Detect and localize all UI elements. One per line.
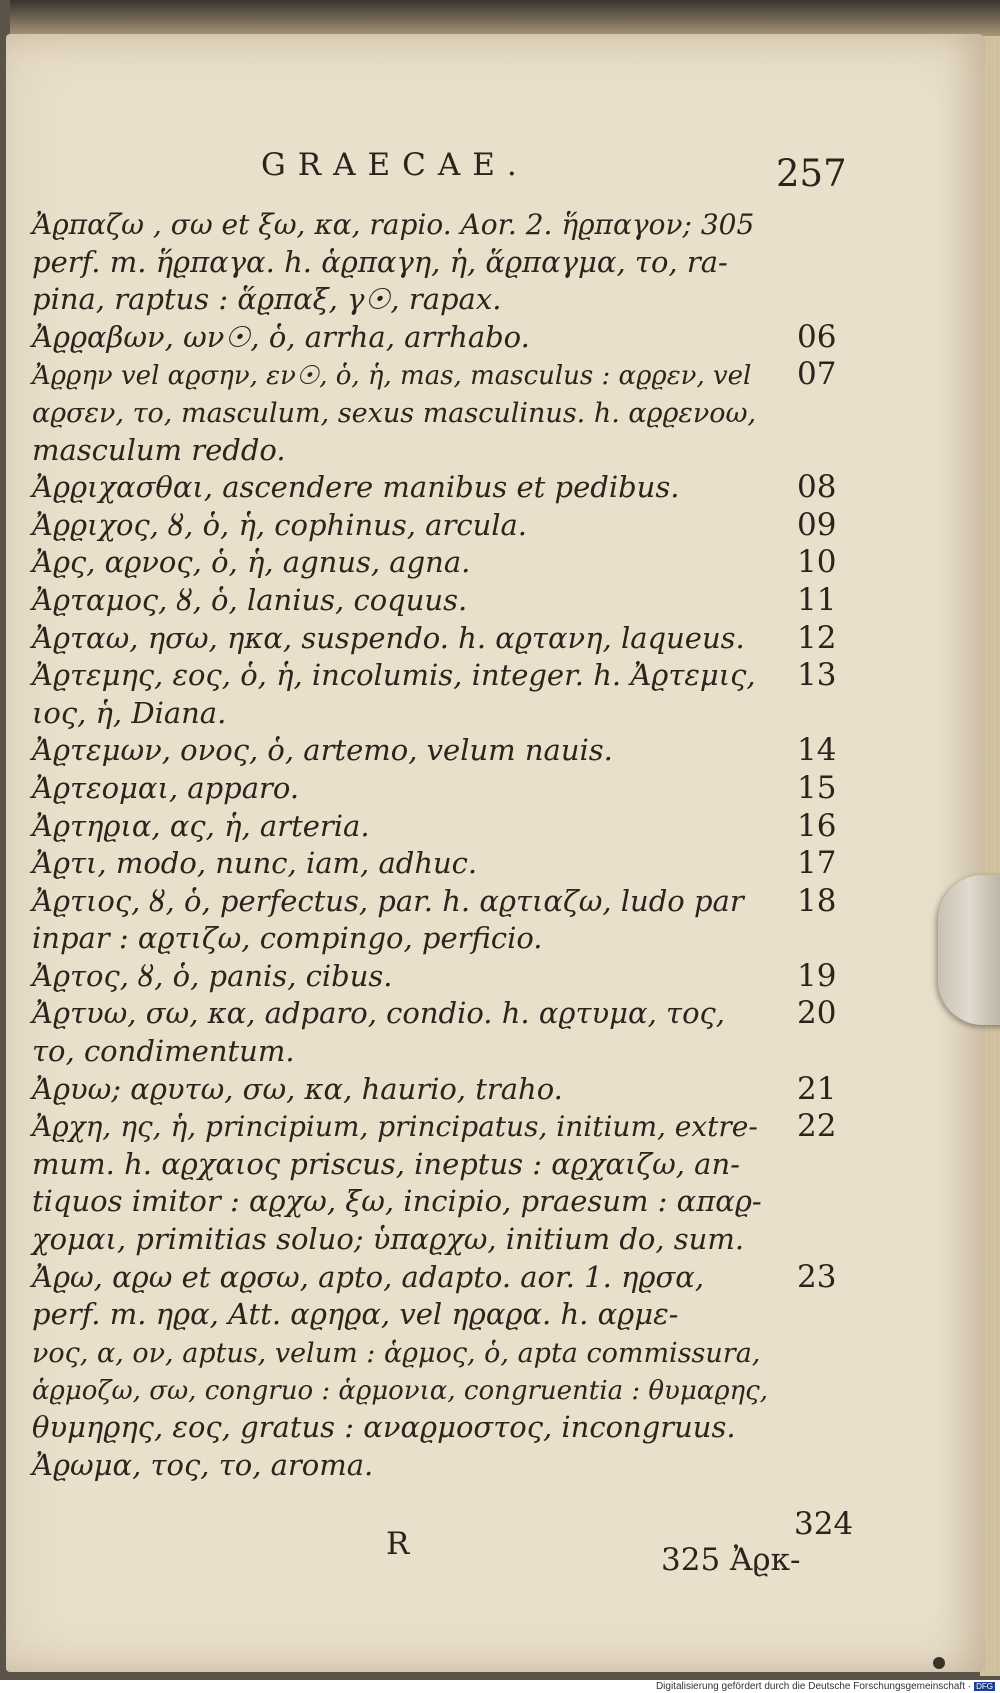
dictionary-line [32, 582, 847, 620]
entry-text: θυμηϱης, εος, gratus : αναϱμοστος, incongruus. [32, 1410, 736, 1444]
entry-text: Ἀϱτηϱια, ας, ἡ, arteria. [32, 808, 370, 843]
line-number: 15 [797, 769, 837, 806]
dictionary-line [32, 507, 847, 545]
line-number: 08 [797, 469, 837, 506]
line-number: 06 [797, 318, 837, 355]
entry-text: Ἀϱϱιχος, ȣ, ὁ, ἡ, cophinus, arcula. [32, 507, 528, 542]
entry-text: το, condimentum. [32, 1034, 295, 1069]
entry-text: Ἀϱταω, ησω, ηκα, suspendo. h. αϱτανη, laqueus. [32, 620, 745, 655]
line-number: 23 [797, 1258, 837, 1295]
dictionary-line [32, 732, 847, 770]
dictionary-line [32, 1409, 847, 1447]
entry-text: mum. h. αϱχαιος priscus, ineptus : αϱχαιζω, an- [32, 1146, 740, 1181]
entry-text: Ἀϱϱιχασθαι, ascendere manibus et pedibus. [32, 470, 680, 505]
dictionary-line [32, 244, 847, 282]
dictionary-line [32, 1371, 847, 1409]
digitization-credit [590, 1680, 995, 1693]
dictionary-line [32, 1108, 847, 1146]
entry-text: Ἀϱς, αϱνος, ὁ, ἡ, agnus, agna. [32, 545, 471, 580]
dictionary-line [32, 1033, 847, 1071]
dictionary-line [32, 356, 847, 394]
entry-text: ιος, ἡ, Diana. [32, 695, 227, 730]
dictionary-line [32, 432, 847, 470]
catchword: 325 Ἀϱκ- [661, 1542, 801, 1578]
line-number: 14 [797, 732, 837, 769]
entry-text: perf. m. ἥϱπαγα. h. ἁϱπαγη, ἡ, ἅϱπαγμα, το, ra- [32, 244, 728, 279]
dictionary-line [32, 995, 847, 1033]
dictionary-line [32, 808, 847, 846]
entry-text: Ἀϱω, αϱω et αϱσω, apto, adapto. aor. 1. ηϱσα, [32, 1259, 705, 1294]
entry-text: Ἀϱωμα, τος, το, aroma. [32, 1447, 374, 1482]
entry-text: Ἀϱταμος, ȣ, ὁ, lanius, coquus. [32, 582, 468, 617]
entry-text: Ἀϱυω; αϱυτω, σω, κα, haurio, traho. [32, 1071, 563, 1106]
dictionary-line [32, 883, 847, 921]
entry-text: Ἀϱτεομαι, apparo. [32, 770, 300, 805]
dictionary-line [32, 1447, 847, 1485]
line-number: 07 [797, 356, 837, 393]
running-head: GRAECAE. [261, 147, 529, 183]
line-number: 19 [797, 957, 837, 994]
dictionary-line [32, 657, 847, 695]
dictionary-line [32, 1334, 847, 1372]
signature-mark: R [386, 1526, 410, 1562]
entry-text: Ἀϱτυω, σω, κα, adparo, condio. h. αϱτυμα, τος, [32, 996, 725, 1031]
entry-text: masculum reddo. [32, 432, 286, 467]
entry-text: Ἀϱϱαβων, ων☉, ὁ, arrha, arrhabo. [32, 319, 530, 354]
line-number: 22 [797, 1108, 837, 1145]
dictionary-entries [32, 206, 847, 1484]
dictionary-line [32, 1071, 847, 1109]
book-page [6, 34, 986, 1672]
line-number: 16 [797, 807, 837, 844]
dictionary-line [32, 845, 847, 883]
dictionary-line [32, 695, 847, 733]
entry-text: inpar : αϱτιζω, compingo, perficio. [32, 921, 543, 956]
line-number: 10 [797, 544, 837, 581]
dictionary-line [32, 544, 847, 582]
page-number: 257 [776, 152, 847, 195]
dictionary-line [32, 958, 847, 996]
dictionary-line [32, 394, 847, 432]
entry-text: νος, α, ον, aptus, velum : ἁϱμος, ὁ, apta commissura, [32, 1337, 761, 1369]
credit-text: Digitalisierung gefördert durch die Deutsche Forschungsgemeinschaft · [655, 1681, 972, 1692]
dictionary-line [32, 620, 847, 658]
entry-text: αϱσεν, το, masculum, sexus masculinus. h. αϱϱενοω, [32, 397, 757, 429]
entry-text: Ἀϱτεμων, ονος, ὁ, artemo, velum nauis. [32, 733, 613, 768]
dictionary-line [32, 319, 847, 357]
line-number: 21 [797, 1070, 837, 1107]
book-top-edge [10, 0, 1000, 36]
entry-text: χομαι, primitias soluo; ὑπαϱχω, initium do, sum. [32, 1222, 745, 1257]
dictionary-line [32, 1296, 847, 1334]
entry-text: pina, raptus : ἅϱπαξ, γ☉, rapax. [32, 282, 502, 317]
dictionary-line [32, 206, 847, 244]
entry-text: tiquos imitor : αϱχω, ξω, incipio, praesum : απαϱ- [32, 1184, 762, 1219]
entry-text: Ἀϱϱην vel αϱσην, εν☉, ὁ, ἡ, mas, masculus : αϱϱεν, vel [32, 361, 752, 392]
entry-text: perf. m. ηϱα, Att. αϱηϱα, vel ηϱαϱα. h. αϱμε- [32, 1297, 679, 1332]
line-number: 12 [797, 619, 837, 656]
ink-dot [933, 1657, 945, 1669]
entry-text: ἁϱμοζω, σω, congruo : ἁϱμονια, congruentia : θυμαϱης, [32, 1376, 768, 1407]
line-number: 09 [797, 506, 837, 543]
line-number: 13 [797, 657, 837, 694]
line-number: 20 [797, 995, 837, 1032]
line-number: 18 [797, 882, 837, 919]
line-number: 11 [797, 581, 837, 618]
dictionary-line [32, 469, 847, 507]
dictionary-line [32, 1183, 847, 1221]
entry-text: Ἀϱτιος, ȣ, ὁ, perfectus, par. h. αϱτιαζω, ludo par [32, 883, 744, 918]
entry-text: Ἀϱτι, modo, nunc, iam, adhuc. [32, 846, 478, 881]
entry-text: Ἀϱπαζω , σω et ξω, κα, rapio. Aor. 2. ἥϱπαγον; 305 [32, 208, 755, 241]
entry-text: Ἀϱχη, ης, ἡ, principium, principatus, initium, extre- [32, 1110, 758, 1144]
dictionary-line [32, 1146, 847, 1184]
entry-text: Ἀϱτος, ȣ, ὁ, panis, cibus. [32, 958, 393, 993]
dfg-logo: DFG [976, 1682, 993, 1691]
dictionary-line [32, 920, 847, 958]
line-number: 17 [797, 845, 837, 882]
dictionary-line [32, 281, 847, 319]
dictionary-line [32, 770, 847, 808]
entry-text: Ἀϱτεμης, εος, ὁ, ἡ, incolumis, integer. h. Ἀϱτεμις, [32, 658, 756, 693]
page-clip [938, 875, 1000, 1025]
dictionary-line [32, 1259, 847, 1297]
sheet-number: 324 [794, 1506, 854, 1542]
dictionary-line [32, 1221, 847, 1259]
